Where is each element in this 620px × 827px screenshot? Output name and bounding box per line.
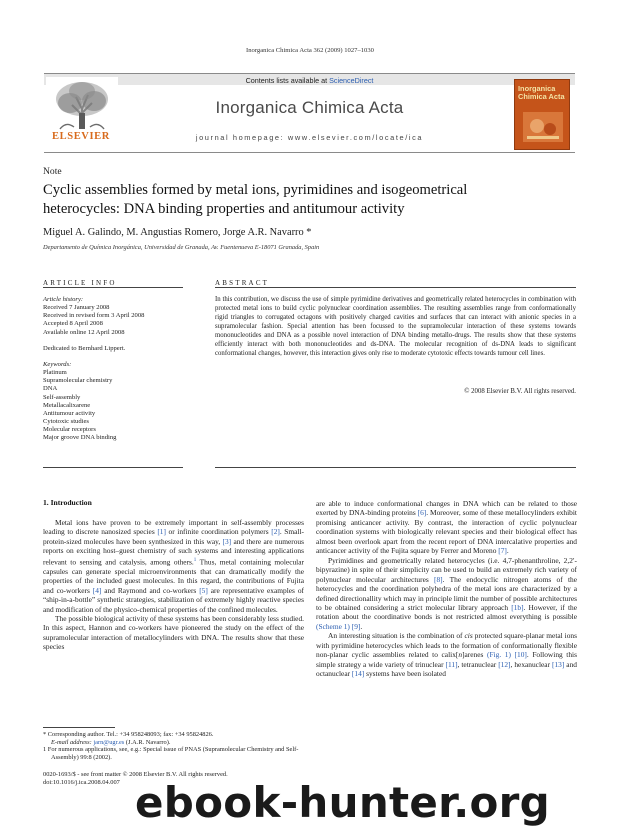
scheme-link[interactable]: (Scheme 1) — [316, 621, 350, 631]
contents-prefix: Contents lists available at — [245, 76, 330, 85]
keyword: DNA — [43, 385, 58, 393]
keyword: Molecular receptors — [43, 426, 96, 434]
keyword: Metallacalixarene — [43, 401, 91, 409]
reference-link[interactable]: [3] — [222, 536, 232, 546]
reference-link[interactable]: [4] — [92, 585, 102, 595]
footnote-1: 1 For numerous applications, see, e.g.: Special issue of PNAS (Supramolecular Chemistry and Self-Assembly) 99:8 (2002). — [43, 746, 299, 762]
paragraph: are able to induce conformational changes in DNA which can be related to those exerted by DNA-binding proteins [6]. Moreover, some of these metallocylinders exhibit promising anticancer activity. By contrast, the interaction of cyclic polynuclear coordination systems with biologically relevant species and their biological effect has almost been overlook apart from the recent report of DNA intercalative properties and anticancer activity of the Fujita square by Ferrer and Moreno [7]. — [316, 499, 577, 556]
abstract-rule-top — [215, 287, 576, 288]
keywords-label: Keywords: — [43, 360, 72, 368]
paragraph: The possible biological activity of these systems has been considerably less studied. In this aspect, Hannon and co-workers have pioneered the study on the effect of the supramolecular interaction of metallocylinders with DNA. The results show that these species — [43, 614, 304, 652]
abstract-copyright: © 2008 Elsevier B.V. All rights reserved. — [464, 388, 576, 395]
paragraph: Metal ions have proven to be extremely important in self-assembly processes leading to discrete nanosized species [1] or infinite coordination polymers [2]. Small-protein-sized molecules have been synthesized in this way, [3] and there are numerous reports on exciting host–guest chemistry of such systems and interesting applications relevant to sensing and catalysis, among others.$^1$ Thus, metal containing molecular capsules can generate special microenvironments that can dramatically modify the properties of the included guest molecules. In this regard, the contributions of Fujita and co-workers [4] and Raymond and co-workers [5] are representative examples of “ship-in-a-bottle” synthetic strategies, stabilization of extremely highly reactive species and modification of the physico-chemical properties of the confined molecules. — [43, 518, 304, 614]
journal-cover-thumbnail[interactable] — [514, 79, 570, 150]
keyword: Major groove DNA binding — [43, 434, 117, 442]
article-type: Note — [43, 166, 62, 177]
history-label: Article history: — [43, 296, 84, 303]
reference-link[interactable]: [10] — [514, 650, 527, 660]
article-info — [43, 296, 183, 443]
author-list: Miguel A. Galindo, M. Angustias Romero, Jorge A.R. Navarro * — [43, 227, 312, 238]
corresponding-author-note: * Corresponding author. Tel.: +34 958248093; fax: +34 95824826. — [43, 731, 214, 738]
dedication: Dedicated to Bernhard Lippert. — [43, 344, 126, 352]
reference-link[interactable]: [2] — [271, 527, 280, 537]
doi-line[interactable]: doi:10.1016/j.ica.2008.04.007 — [43, 779, 120, 786]
cover-title-line2: Chimica Acta — [518, 92, 565, 101]
keyword: Platinum — [43, 369, 67, 377]
journal-homepage[interactable]: journal homepage: www.elsevier.com/locate/ica — [195, 133, 424, 142]
footnotes — [43, 731, 304, 762]
contents-line — [44, 76, 575, 85]
reference-link[interactable]: [11] — [445, 659, 458, 669]
body-column-left — [43, 518, 304, 652]
article-info-heading: ARTICLE INFO — [43, 279, 117, 287]
reference-link[interactable]: [14] — [351, 669, 365, 679]
sciencedirect-link[interactable]: ScienceDirect — [329, 76, 374, 85]
reference-link[interactable]: [8] — [434, 574, 443, 584]
cover-title-line1: Inorganica — [518, 84, 556, 93]
abstract-text: In this contribution, we discuss the use of simple pyrimidine derivatives and geometrically related heterocycles in combination with protected metal ions to build cyclic polynuclear coordination assemblies. The resulting assemblies range from conformationally rigid triangles to corrugated octagons with positively charged cavities and surfaces that can interact with anionic species in a supramolecular fashion. Special attention has been focussed to the supramolecular interaction of these systems towards mononucleotides and DNA as a possible novel interaction of DNA binding metallo-drugs. The results show that these systems efficiently interact with both mononucleotides and ds-DNA. The molecular recognition of ds-DNA leads to significant conformational changes, however, this interaction gives only rise to moderate cytotoxic effects towards tumour cell lines. — [215, 296, 576, 357]
paragraph: An interesting situation is the combination of cis protected square-planar metal ions with pyrimidine heterocycles which leads to the formation of conformationally flexible non-planar cyclic assemblies related to calix[n]arenes (Fig. 1) [10]. Following this simple strategy a wide variety of trinuclear [11], tetranuclear [12], hexanuclear [13] and octanuclear [14] systems have been isolated — [316, 631, 577, 679]
reference-link[interactable]: [1] — [157, 527, 166, 537]
history-online: Available online 12 April 2008 — [43, 328, 125, 336]
email-note: E-mail address: jarn@ugr.es (J.A.R. Navarro). — [51, 738, 171, 746]
history-revised: Received in revised form 3 April 2008 — [43, 312, 145, 320]
figure-link[interactable]: (Fig. 1) — [487, 650, 511, 660]
article-title: Cyclic assemblies formed by metal ions, pyrimidines and isogeometrical heterocycles: DNA binding properties and antitumour activity — [43, 182, 468, 217]
keyword: Self-assembly — [43, 393, 81, 401]
keyword: Supramolecular chemistry — [43, 377, 113, 385]
paragraph: Pyrimidines and geometrically related heterocycles (i.e. 4,7-phenanthroline, 2,2′-bipyrazine) in spite of their simplicity can be used to build an extremely rich variety of polynuclear molecular architectures [8]. The endocyclic nitrogen atoms of the heterocycles and the coordination polyhedra of the metal ions are characterized by a defined directionallity which may in principle limit the number of possible architectures to be obtained considering a strict molecular library approach [1b]. However, if the rotation about the coordinative bonds is not restricted almost everything is possible (Scheme 1) [9]. — [316, 555, 577, 631]
reference-link[interactable]: [9] — [351, 621, 361, 631]
abstract-heading: ABSTRACT — [215, 279, 270, 287]
cover-title — [518, 85, 568, 101]
reference-link[interactable]: [5] — [199, 585, 208, 595]
reference-link[interactable]: [1b] — [511, 602, 524, 612]
affiliation: Departamento de Química Inorgánica, Universidad de Granada, Av. Fuentenueva E-18071 Granada, Spain — [43, 244, 320, 251]
reference-link[interactable]: [6] — [417, 508, 427, 518]
cover-art-icon — [523, 112, 563, 142]
footnote-rule — [43, 727, 115, 728]
footnote-marker[interactable]: 1 — [193, 557, 197, 563]
elsevier-wordmark: ELSEVIER — [52, 131, 110, 142]
article-info-rule-bottom — [43, 467, 183, 468]
running-citation: Inorganica Chimica Acta 362 (2009) 1027–1030 — [246, 47, 374, 54]
history-received: Received 7 January 2008 — [43, 304, 110, 312]
issn-line: 0020-1693/$ - see front matter © 2008 Elsevier B.V. All rights reserved. — [43, 771, 228, 778]
abstract-rule-bottom — [215, 467, 576, 468]
watermark-text: ebook-hunter.org — [135, 778, 550, 827]
article-info-rule-top — [43, 287, 183, 288]
journal-masthead — [44, 73, 575, 153]
reference-link[interactable]: [7] — [498, 546, 507, 556]
reference-link[interactable]: [13] — [552, 659, 565, 669]
body-column-right — [316, 499, 577, 679]
email-link[interactable]: jarn@ugr.es — [93, 738, 125, 746]
section-heading-introduction: 1. Introduction — [43, 498, 92, 507]
reference-link[interactable]: [12] — [498, 659, 511, 669]
keyword: Cytotoxic studies — [43, 418, 89, 426]
journal-title: Inorganica Chimica Acta — [215, 98, 404, 117]
history-accepted: Accepted 8 April 2008 — [43, 320, 103, 328]
keyword: Antitumour activity — [43, 409, 96, 417]
